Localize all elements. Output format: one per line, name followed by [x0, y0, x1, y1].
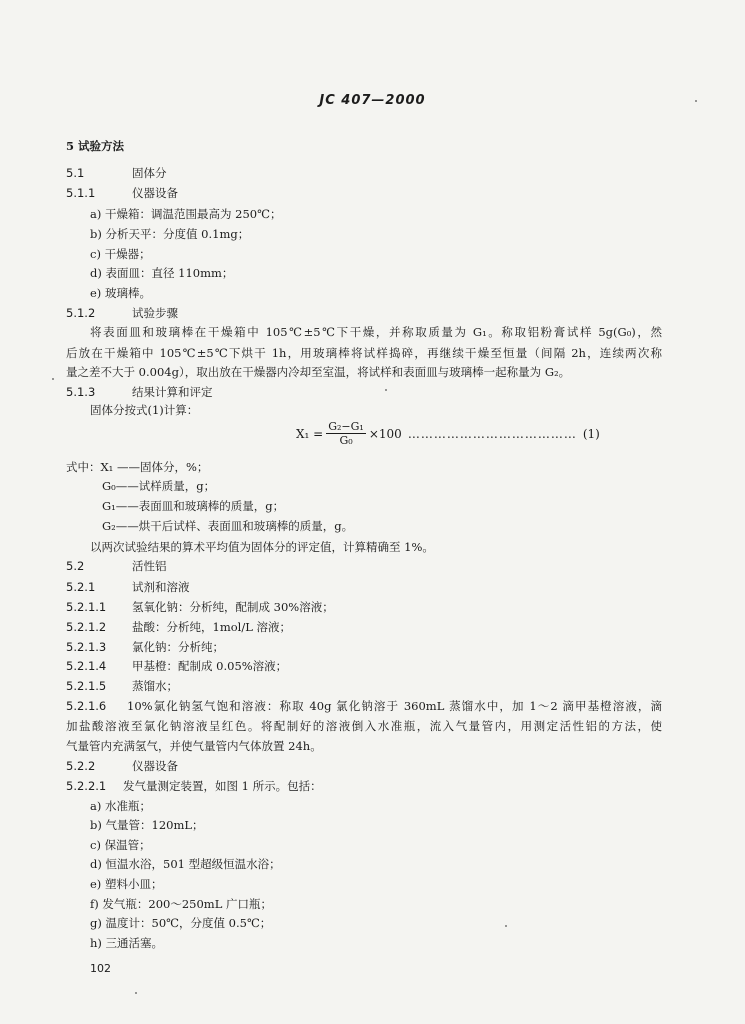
section-number: 5.1.3 [66, 385, 96, 399]
section-title: 试剂和溶液 [132, 580, 190, 594]
item-number: 5.2.1.4 [66, 659, 107, 673]
item-number: 5.2.1.3 [66, 640, 107, 654]
item-text: 氯化钠：分析纯； [132, 640, 224, 654]
section-number: 5.1.1 [66, 186, 96, 200]
list-item: d) 恒温水浴，501 型超级恒温水浴； [90, 857, 281, 871]
section-title: 仪器设备 [132, 759, 178, 773]
reagent-item [66, 679, 178, 693]
where-line: G₀——试样质量，g； [102, 479, 216, 493]
section-number: 5.1.2 [66, 306, 96, 320]
reagent-item [66, 600, 334, 614]
paragraph-line: 量之差不大于 0.004g），取出放在干燥器内冷却至室温，将试样和表面皿与玻璃棒一起称量为 G₂。 [66, 365, 571, 379]
list-item: f) 发气瓶：200～250mL 广口瓶； [90, 897, 272, 911]
item-number: 5.2.1.1 [66, 600, 107, 614]
list-item: d) 表面皿：直径 110mm； [90, 266, 234, 280]
list-item: a) 干燥箱：调温范围最高为 250℃； [90, 207, 282, 221]
section-5-2-1-heading [66, 580, 190, 594]
item-number: 5.2.1.2 [66, 620, 107, 634]
item-text: 发气量测定装置，如图 1 所示。包括： [123, 779, 322, 793]
section-5-2-2-heading [66, 759, 178, 773]
page-header: JC 407—2000 [319, 93, 426, 108]
item-text: 蒸馏水； [132, 679, 178, 693]
list-item: b) 气量管：120mL； [90, 818, 204, 832]
paragraph-line: 后放在干燥箱中 105℃±5℃下烘干 1h，用玻璃棒将试样捣碎，再继续干燥至恒量（间隔 2h，连续两次称 [66, 346, 662, 360]
section-5-heading: 5 试验方法 [66, 139, 125, 153]
section-title: 活性铝 [132, 559, 167, 573]
scan-speck [505, 925, 507, 927]
section-number: 5.1 [66, 166, 85, 180]
list-item: b) 分析天平：分度值 0.1mg； [90, 227, 250, 241]
page-number: 102 [90, 962, 111, 975]
section-number: 5.2 [66, 559, 85, 573]
item-text: 10%氯化钠氢气饱和溶液：称取 40g 氯化钠溶于 360mL 蒸馏水中，加 1～2 滴甲基橙溶液，滴 [127, 699, 662, 713]
section-title: 试验步骤 [132, 306, 178, 320]
paragraph-line: 将表面皿和玻璃棒在干燥箱中 105℃±5℃下干燥，并称取质量为 G₁。称取铝粉膏试样 5g(G₀)，然 [90, 325, 662, 339]
formula-lhs: X₁ = [296, 426, 324, 441]
item-number: 5.2.2.1 [66, 779, 107, 793]
where-line: 式中：X₁ ——固体分，%； [66, 460, 209, 474]
formula-denominator: G₀ [339, 434, 353, 447]
scan-speck [52, 378, 54, 380]
formula-leader-dots: ………………………………… [407, 426, 577, 441]
reagent-item [66, 620, 291, 634]
formula-numerator: G₂−G₁ [328, 420, 364, 433]
list-item: c) 干燥器； [90, 247, 151, 261]
list-item: e) 玻璃棒。 [90, 286, 151, 300]
formula-fraction [326, 420, 366, 447]
list-item: c) 保温管； [90, 838, 151, 852]
reagent-item [66, 640, 224, 654]
where-line: G₁——表面皿和玻璃棒的质量，g； [102, 499, 285, 513]
section-5-2-heading [66, 559, 167, 573]
section-number: 5.2.2 [66, 759, 96, 773]
list-item: g) 温度计：50℃，分度值 0.5℃； [90, 916, 272, 930]
list-item: h) 三通活塞。 [90, 936, 164, 950]
list-item: a) 水准瓶； [90, 799, 151, 813]
section-title: 固体分 [132, 166, 167, 180]
formula-multiplier: ×100 [368, 426, 402, 441]
section-5-1-heading [66, 166, 167, 180]
item-text: 氢氧化钠：分析纯，配制成 30%溶液； [132, 600, 334, 614]
section-title: 结果计算和评定 [132, 385, 213, 399]
scan-speck [135, 992, 137, 994]
item-number: 5.2.1.5 [66, 679, 107, 693]
section-5-2-2-1-heading [66, 779, 322, 793]
paragraph-line: 气量管内充满氢气，并使气量管内气体放置 24h。 [66, 739, 322, 753]
scan-speck [385, 389, 387, 391]
scan-speck [695, 100, 697, 102]
section-number: 5.2.1 [66, 580, 96, 594]
section-5-1-1-heading [66, 186, 178, 200]
where-line: G₂——烘干后试样、表面皿和玻璃棒的质量，g。 [102, 519, 354, 533]
paragraph-line: 加盐酸溶液至氯化钠溶液呈红色。将配制好的溶液倒入水准瓶，流入气量管内，用测定活性铝的方法，使 [66, 719, 662, 733]
paragraph-line: 以两次试验结果的算术平均值为固体分的评定值，计算精确至 1%。 [90, 540, 434, 554]
reagent-item-5-2-1-6 [66, 699, 662, 713]
section-5-1-3-heading [66, 385, 213, 399]
item-number: 5.2.1.6 [66, 699, 107, 713]
reagent-item [66, 659, 287, 673]
section-title: 仪器设备 [132, 186, 178, 200]
list-item: e) 塑料小皿； [90, 877, 163, 891]
section-5-1-2-heading [66, 306, 178, 320]
item-text: 甲基橙：配制成 0.05%溶液； [132, 659, 288, 673]
item-text: 盐酸：分析纯，1mol/L 溶液； [132, 620, 291, 634]
paragraph-line: 固体分按式(1)计算： [90, 403, 199, 417]
formula-equation-number: (1) [582, 426, 600, 441]
formula-1 [296, 420, 600, 447]
